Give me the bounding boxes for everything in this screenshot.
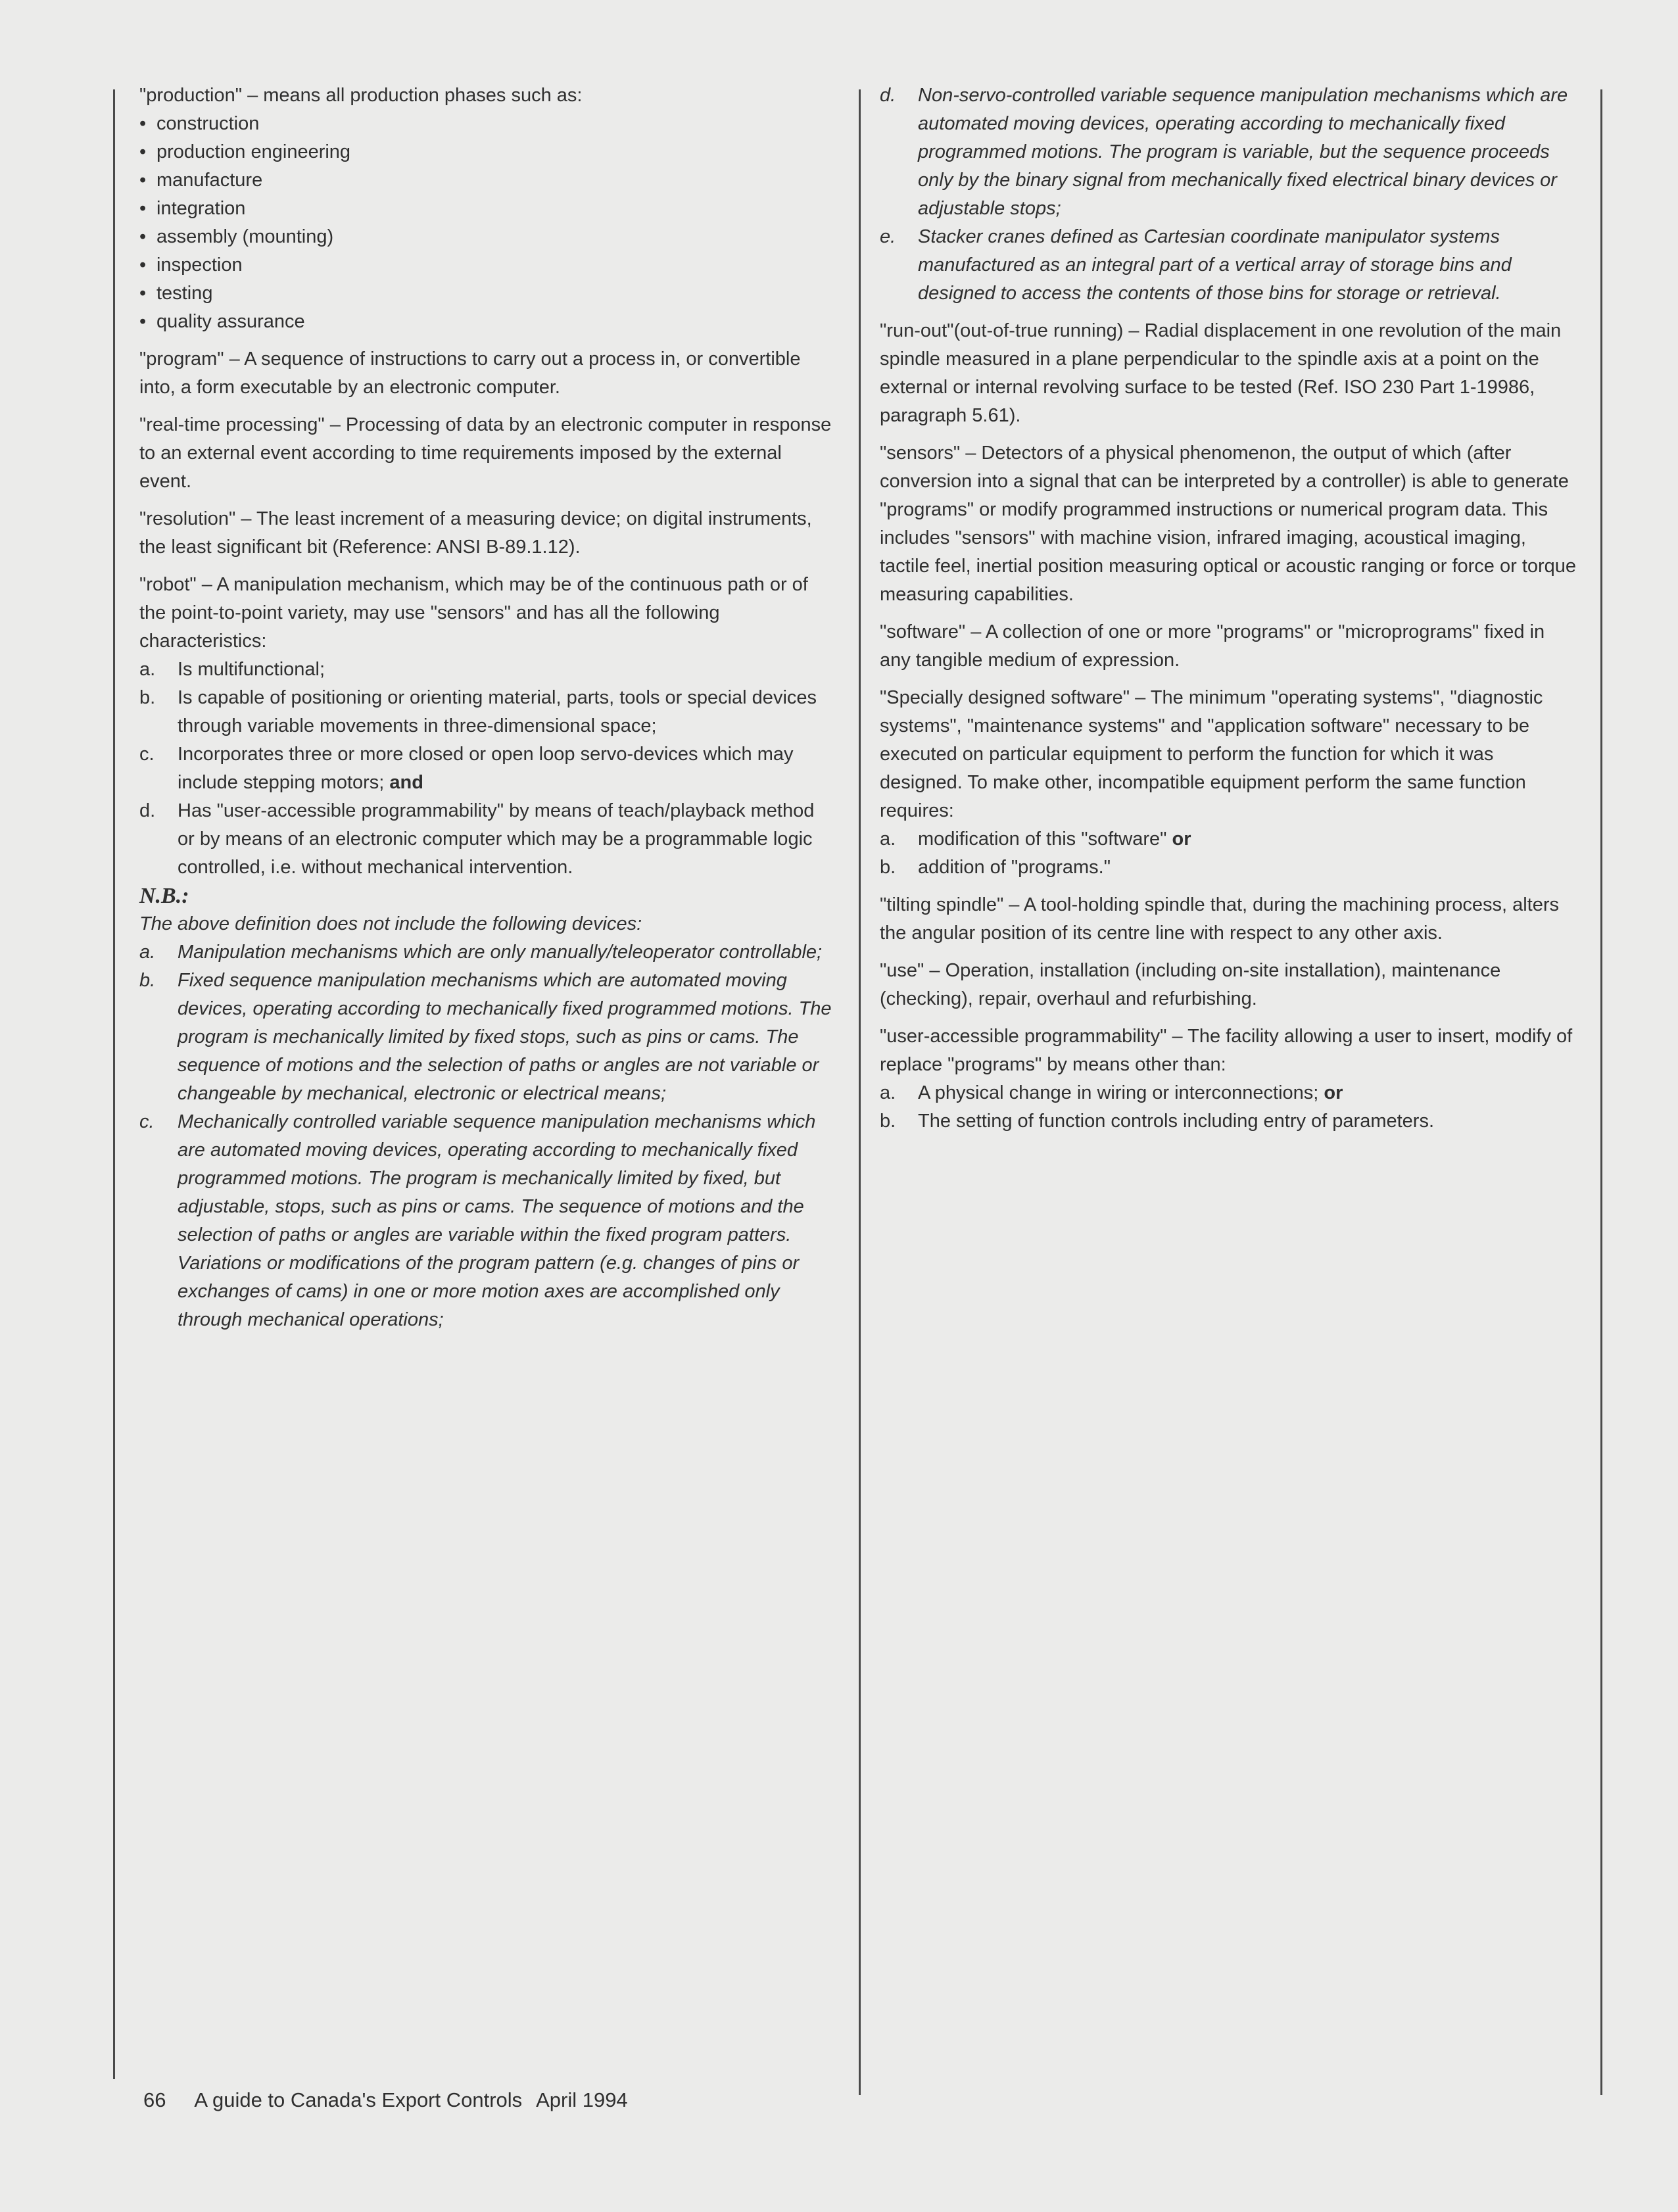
list-item: • quality assurance <box>139 308 834 336</box>
list-item: c. Incorporates three or more closed or open loop servo-devices which may include stepping motors; and <box>139 744 794 793</box>
list-item: • testing <box>139 279 834 308</box>
right-margin-rule <box>1600 89 1602 2095</box>
real-time-processing-definition: "real-time processing" – Processing of data by an electronic computer in response to an external event according to time requirements imposed by the external event. <box>139 414 832 492</box>
resolution-definition: "resolution" – The least increment of a measuring device; on digital instruments, the least significant bit (Reference: ANSI B-89.1.12). <box>139 508 812 558</box>
list-item: b. The setting of function controls including entry of parameters. <box>880 1111 1435 1132</box>
tilting-spindle-definition: "tilting spindle" – A tool-holding spindle that, during the machining process, alters the angular position of its centre line with respect to any other axis. <box>880 894 1559 944</box>
nb-heading: N.B.: <box>139 884 189 908</box>
list-item: a. Manipulation mechanisms which are only manually/teleoperator controllable; <box>139 942 823 963</box>
robot-definition: "robot" – A manipulation mechanism, which may be of the continuous path or of the point-to-point variety, may use "sensors" and has all the following characteristics: <box>139 574 808 652</box>
program-definition: "program" – A sequence of instructions to carry out a process in, or convertible into, a form executable by an electronic computer. <box>139 349 801 398</box>
publication-title: A guide to Canada's Export Controls <box>194 2088 523 2111</box>
sensors-definition: "sensors" – Detectors of a physical phenomenon, the output of which (after conversion into a signal that can be interpreted by a controller) is able to generate "programs" or modify programmed instructions or numerical program data. This includes "sensors" with machine vision, infrared imaging, acoustical imaging, tactile feel, inertial position measuring optical or acoustic ranging or force or torque measuring capabilities. <box>880 443 1577 605</box>
production-phase-list <box>139 110 834 336</box>
software-definition: "software" – A collection of one or more "programs" or "microprograms" fixed in any tangible medium of expression. <box>880 621 1545 671</box>
list-item: a. A physical change in wiring or interconnections; or <box>880 1082 1343 1103</box>
left-column <box>139 82 834 1334</box>
page-number: 66 <box>143 2088 166 2111</box>
list-item: d. Has "user-accessible programmability" by means of teach/playback method or by means of an electronic computer which may be a programmable logic controlled, i.e. without mechanical intervention. <box>139 800 815 878</box>
list-item: • construction <box>139 110 834 138</box>
nb-intro: The above definition does not include the following devices: <box>139 913 642 934</box>
list-item: c. Mechanically controlled variable sequence manipulation mechanisms which are automated moving devices, operating according to mechanically fixed programmed motions. The program is mechanically limited by fixed, but adjustable, stops, such as pins or cams. The sequence of motions and the selection of paths or angles are variable within the fixed program patters. Variations or modifications of the program pattern (e.g. changes of pins or exchanges of cams) in one or more motion axes are accomplished only through mechanical operations; <box>139 1111 816 1330</box>
list-item: • manufacture <box>139 166 834 195</box>
list-item: b. addition of "programs." <box>880 857 1111 878</box>
list-item: d. Non-servo-controlled variable sequence manipulation mechanisms which are automated moving devices, operating according to mechanically fixed programmed motions. The program is variable, but the sequence proceeds only by the binary signal from mechanically fixed electrical binary devices or adjustable stops; <box>880 85 1568 219</box>
list-item: • integration <box>139 195 834 223</box>
left-margin-rule <box>113 89 115 2079</box>
list-item: b. Fixed sequence manipulation mechanisms which are automated moving devices, operating according to mechanically fixed programmed motions. The program is mechanically limited by fixed stops, such as pins or cams. The sequence of motions and the selection of paths or angles are not variable or changeable by mechanical, electronic or electrical means; <box>139 970 832 1104</box>
list-item: e. Stacker cranes defined as Cartesian coordinate manipulator systems manufactured as an integral part of a vertical array of storage bins and designed to access the contents of those bins for storage or retrieval. <box>880 226 1512 304</box>
list-item: • production engineering <box>139 138 834 166</box>
use-definition: "use" – Operation, installation (including on-site installation), maintenance (checking), repair, overhaul and refurbishing. <box>880 960 1501 1009</box>
list-item: b. Is capable of positioning or orienting material, parts, tools or special devices through variable movements in three-dimensional space; <box>139 687 817 736</box>
list-item: a. modification of this "software" or <box>880 829 1191 850</box>
production-definition: "production" – means all production phases such as: <box>139 85 583 106</box>
list-item: • assembly (mounting) <box>139 223 834 251</box>
publication-date: April 1994 <box>536 2088 628 2111</box>
specially-designed-software-definition: "Specially designed software" – The minimum "operating systems", "diagnostic systems", "maintenance systems" and "application software" necessary to be executed on particular equipment to perform the function for which it was designed. To make other, incompatible equipment perform the same function requires: <box>880 687 1543 821</box>
list-item: a. Is multifunctional; <box>139 659 325 680</box>
page-footer <box>143 2088 652 2112</box>
right-column <box>880 82 1577 1136</box>
center-column-rule <box>859 89 861 2095</box>
user-accessible-programmability-definition: "user-accessible programmability" – The facility allowing a user to insert, modify of replace "programs" by means other than: <box>880 1026 1573 1075</box>
list-item: • inspection <box>139 251 834 279</box>
run-out-definition: "run-out"(out-of-true running) – Radial displacement in one revolution of the main spindle measured in a plane perpendicular to the spindle axis at a point on the external or internal revolving surface to be tested (Ref. ISO 230 Part 1-19986, paragraph 5.61). <box>880 320 1562 426</box>
